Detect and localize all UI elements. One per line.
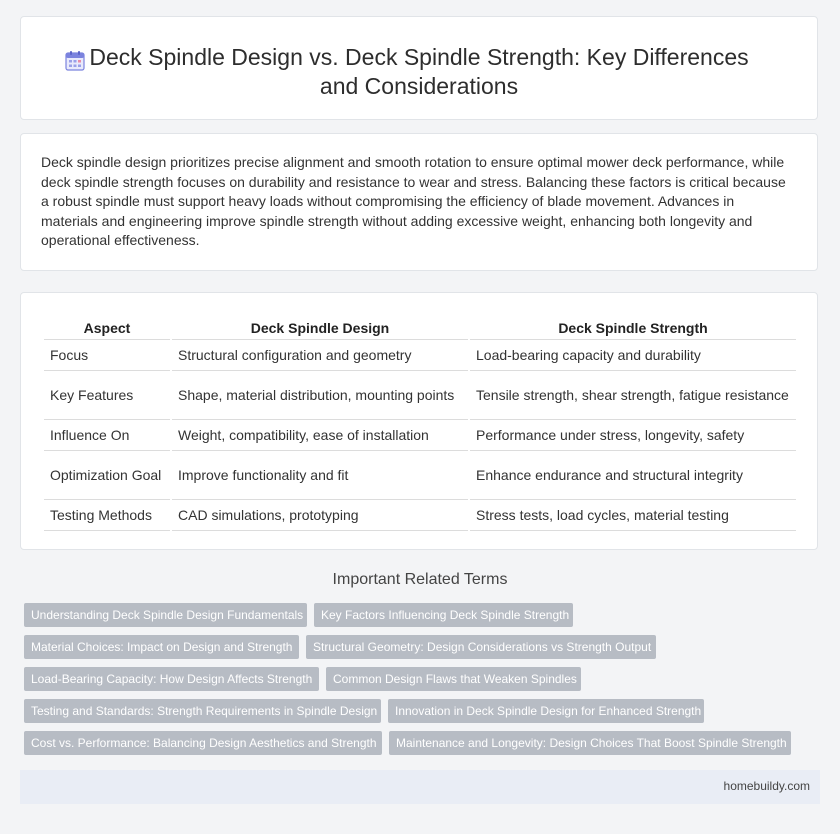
calendar-icon <box>63 49 87 73</box>
related-term-tag[interactable]: Innovation in Deck Spindle Design for Enhanced Strength <box>388 699 704 723</box>
title-row <box>21 43 817 101</box>
header-design: Deck Spindle Design <box>172 314 468 340</box>
table-row <box>44 340 796 371</box>
table-row <box>44 500 796 531</box>
table-cell: Improve functionality and fit <box>172 451 468 500</box>
table-cell: Testing Methods <box>44 500 170 531</box>
table-cell: Structural configuration and geometry <box>172 340 468 371</box>
header-aspect: Aspect <box>44 314 170 340</box>
page-title: Deck Spindle Design vs. Deck Spindle Strength: Key Differences and Considerations <box>89 44 749 99</box>
related-terms-title: Important Related Terms <box>332 571 508 588</box>
related-term-tag[interactable]: Cost vs. Performance: Balancing Design Aesthetics and Strength <box>24 731 382 755</box>
related-term-tag[interactable]: Common Design Flaws that Weaken Spindles <box>326 667 581 691</box>
table-cell: CAD simulations, prototyping <box>172 500 468 531</box>
table-cell: Load-bearing capacity and durability <box>470 340 796 371</box>
table-cell: Optimization Goal <box>44 451 170 500</box>
table-row <box>44 371 796 420</box>
table-cell: Tensile strength, shear strength, fatigue resistance <box>470 371 796 420</box>
related-term-tag[interactable]: Structural Geometry: Design Considerations vs Strength Output <box>306 635 656 659</box>
header-strength: Deck Spindle Strength <box>470 314 796 340</box>
table-row <box>44 420 796 451</box>
table-cell: Weight, compatibility, ease of installation <box>172 420 468 451</box>
intro-paragraph: Deck spindle design prioritizes precise alignment and smooth rotation to ensure optimal mower deck performance, while deck spindle strength focuses on durability and resistance to wear and stress. Balancing these factors is critical because a robust spindle must support heavy loads without compromising the efficiency of blade movement. Advances in materials and engineering improve spindle strength without adding excessive weight, enhancing both longevity and operational effectiveness. <box>41 154 786 248</box>
related-term-tag[interactable]: Understanding Deck Spindle Design Fundamentals <box>24 603 307 627</box>
related-term-tag[interactable]: Material Choices: Impact on Design and Strength <box>24 635 299 659</box>
footer <box>20 770 820 804</box>
related-term-tag[interactable]: Load-Bearing Capacity: How Design Affects Strength <box>24 667 319 691</box>
related-term-tag[interactable]: Testing and Standards: Strength Requirements in Spindle Design <box>24 699 381 723</box>
related-term-tag[interactable]: Maintenance and Longevity: Design Choices That Boost Spindle Strength <box>389 731 791 755</box>
table-cell: Key Features <box>44 371 170 420</box>
table-cell: Stress tests, load cycles, material testing <box>470 500 796 531</box>
intro-card <box>20 133 818 271</box>
table-cell: Focus <box>44 340 170 371</box>
table-cell: Performance under stress, longevity, safety <box>470 420 796 451</box>
comparison-table-card <box>20 292 818 550</box>
table-cell: Shape, material distribution, mounting points <box>172 371 468 420</box>
table-row <box>44 451 796 500</box>
table-header-row <box>44 314 796 340</box>
header-card <box>20 16 818 120</box>
footer-site-link[interactable]: homebuildy.com <box>723 779 810 793</box>
table-cell: Influence On <box>44 420 170 451</box>
table-cell: Enhance endurance and structural integrity <box>470 451 796 500</box>
comparison-table <box>42 314 798 531</box>
related-term-tag[interactable]: Key Factors Influencing Deck Spindle Strength <box>314 603 573 627</box>
